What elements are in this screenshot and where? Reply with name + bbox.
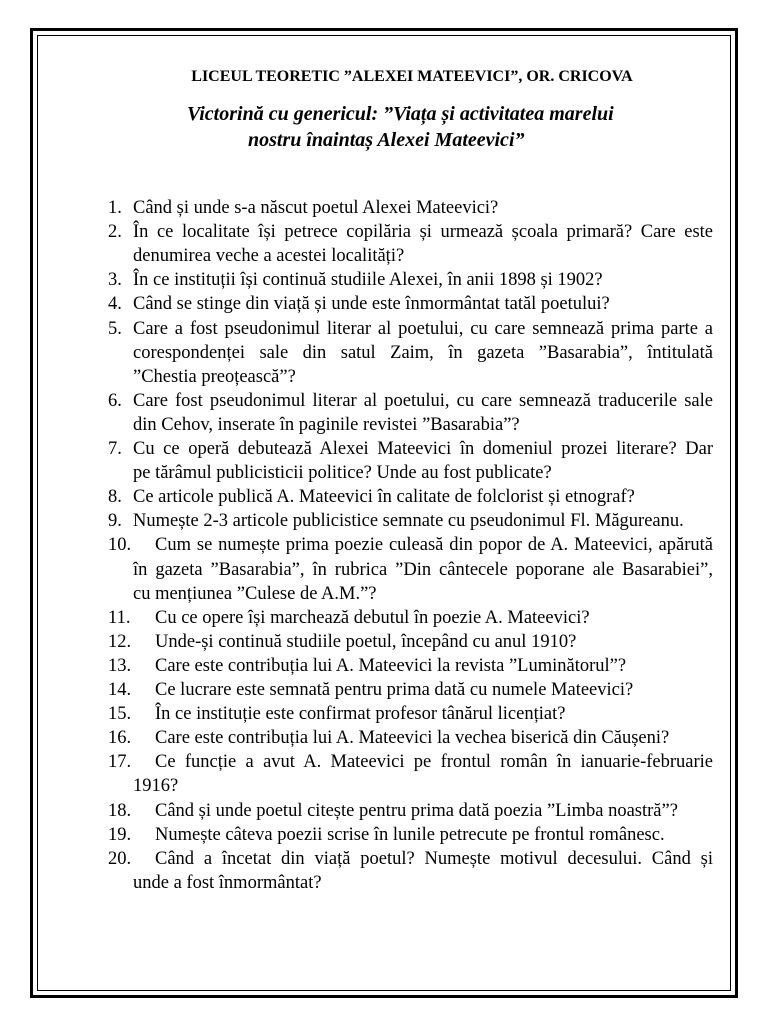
question-line: În ce localitate își petrece copilăria și urmează școala primară? Care este <box>133 222 713 243</box>
question-number: 7. <box>108 439 122 459</box>
question-line: Când a încetat din viață poetul? Numește motivul decesului. Când și <box>155 848 713 869</box>
question-number: 11. <box>108 607 131 628</box>
question-line: corespondenței sale din satul Zaim, în gazeta ”Basarabia”, întitulată <box>133 342 713 363</box>
quiz-title-line-2: nostru înaintaș Alexei Mateevici” <box>248 129 525 151</box>
question-number: 20. <box>108 848 132 869</box>
question-line: În ce instituții își continuă studiile Alexei, în anii 1898 și 1902? <box>133 270 603 291</box>
question-number: 15. <box>108 704 132 725</box>
question-line: Cu ce operă debutează Alexei Mateevici în domeniul prozei literare? Dar <box>133 439 713 459</box>
quiz-title-line-1: Victorină cu genericul: ”Viața și activitatea marelui <box>187 103 614 125</box>
question-number: 6. <box>108 390 122 411</box>
question-line: în gazeta ”Basarabia”, în rubrica ”Din cântecele poporane ale Basarabiei”, <box>133 559 713 580</box>
question-number: 16. <box>108 728 132 749</box>
question-number: 19. <box>108 824 132 845</box>
question-line: Care este contribuția lui A. Mateevici la vechea biserică din Căușeni? <box>155 728 670 749</box>
question-number: 14. <box>108 680 132 700</box>
question-line: În ce instituție este confirmat profesor tânărul licențiat? <box>155 704 566 725</box>
question-line: Ce articole publică A. Mateevici în calitate de folclorist și etnograf? <box>133 487 635 508</box>
question-line: cu mențiunea ”Culese de A.M.”? <box>133 583 377 604</box>
question-line: Cu ce opere își marchează debutul în poezie A. Mateevici? <box>155 607 590 628</box>
question-line: Care a fost pseudonimul literar al poetului, cu care semnează prima parte a <box>133 318 713 339</box>
question-line: denumirea veche a acestei localități? <box>133 246 405 267</box>
question-line: ”Chestia preoțească”? <box>133 366 296 387</box>
question-number: 4. <box>108 294 122 315</box>
question-line: Cum se numește prima poezie culeasă din popor de A. Mateevici, apărută <box>155 535 713 556</box>
question-number: 18. <box>108 800 132 821</box>
question-number: 2. <box>108 222 122 243</box>
question-number: 1. <box>108 198 122 218</box>
question-line: Unde-și continuă studiile poetul, începând cu anul 1910? <box>155 631 577 652</box>
school-heading: LICEUL TEORETIC ”ALEXEI MATEEVICI”, OR. CRICOVA <box>191 68 633 85</box>
question-number: 12. <box>108 631 132 652</box>
question-number: 13. <box>108 655 132 676</box>
question-line: Când și unde poetul citește pentru prima dată poezia ”Limba noastră”? <box>155 800 678 821</box>
question-line: pe tărâmul publicisticii politice? Unde au fost publicate? <box>133 463 552 484</box>
question-number: 9. <box>108 511 122 532</box>
question-line: unde a fost înmormântat? <box>133 872 322 893</box>
question-line: din Cehov, inserate în paginile revistei ”Basarabia”? <box>133 414 520 435</box>
question-line: Care fost pseudonimul literar al poetului, cu care semnează traducerile sale <box>133 390 713 411</box>
question-number: 3. <box>108 270 122 291</box>
question-number: 17. <box>108 752 132 773</box>
question-line: Ce lucrare este semnată pentru prima dată cu numele Mateevici? <box>155 680 634 700</box>
question-line: Numește 2-3 articole publicistice semnate cu pseudonimul Fl. Măgureanu. <box>133 511 684 532</box>
question-line: Ce funcție a avut A. Mateevici pe frontul român în ianuarie-februarie <box>155 752 713 773</box>
question-line: 1916? <box>133 776 179 797</box>
question-line: Când se stinge din viață și unde este înmormântat tatăl poetului? <box>133 294 610 315</box>
question-number: 5. <box>108 318 122 339</box>
question-line: Care este contribuția lui A. Mateevici la revista ”Luminătorul”? <box>155 655 627 676</box>
question-line: Când și unde s-a născut poetul Alexei Mateevici? <box>133 198 499 218</box>
question-line: Numește câteva poezii scrise în lunile petrecute pe frontul românesc. <box>155 824 665 845</box>
question-number: 8. <box>108 487 122 508</box>
question-number: 10. <box>108 535 132 556</box>
